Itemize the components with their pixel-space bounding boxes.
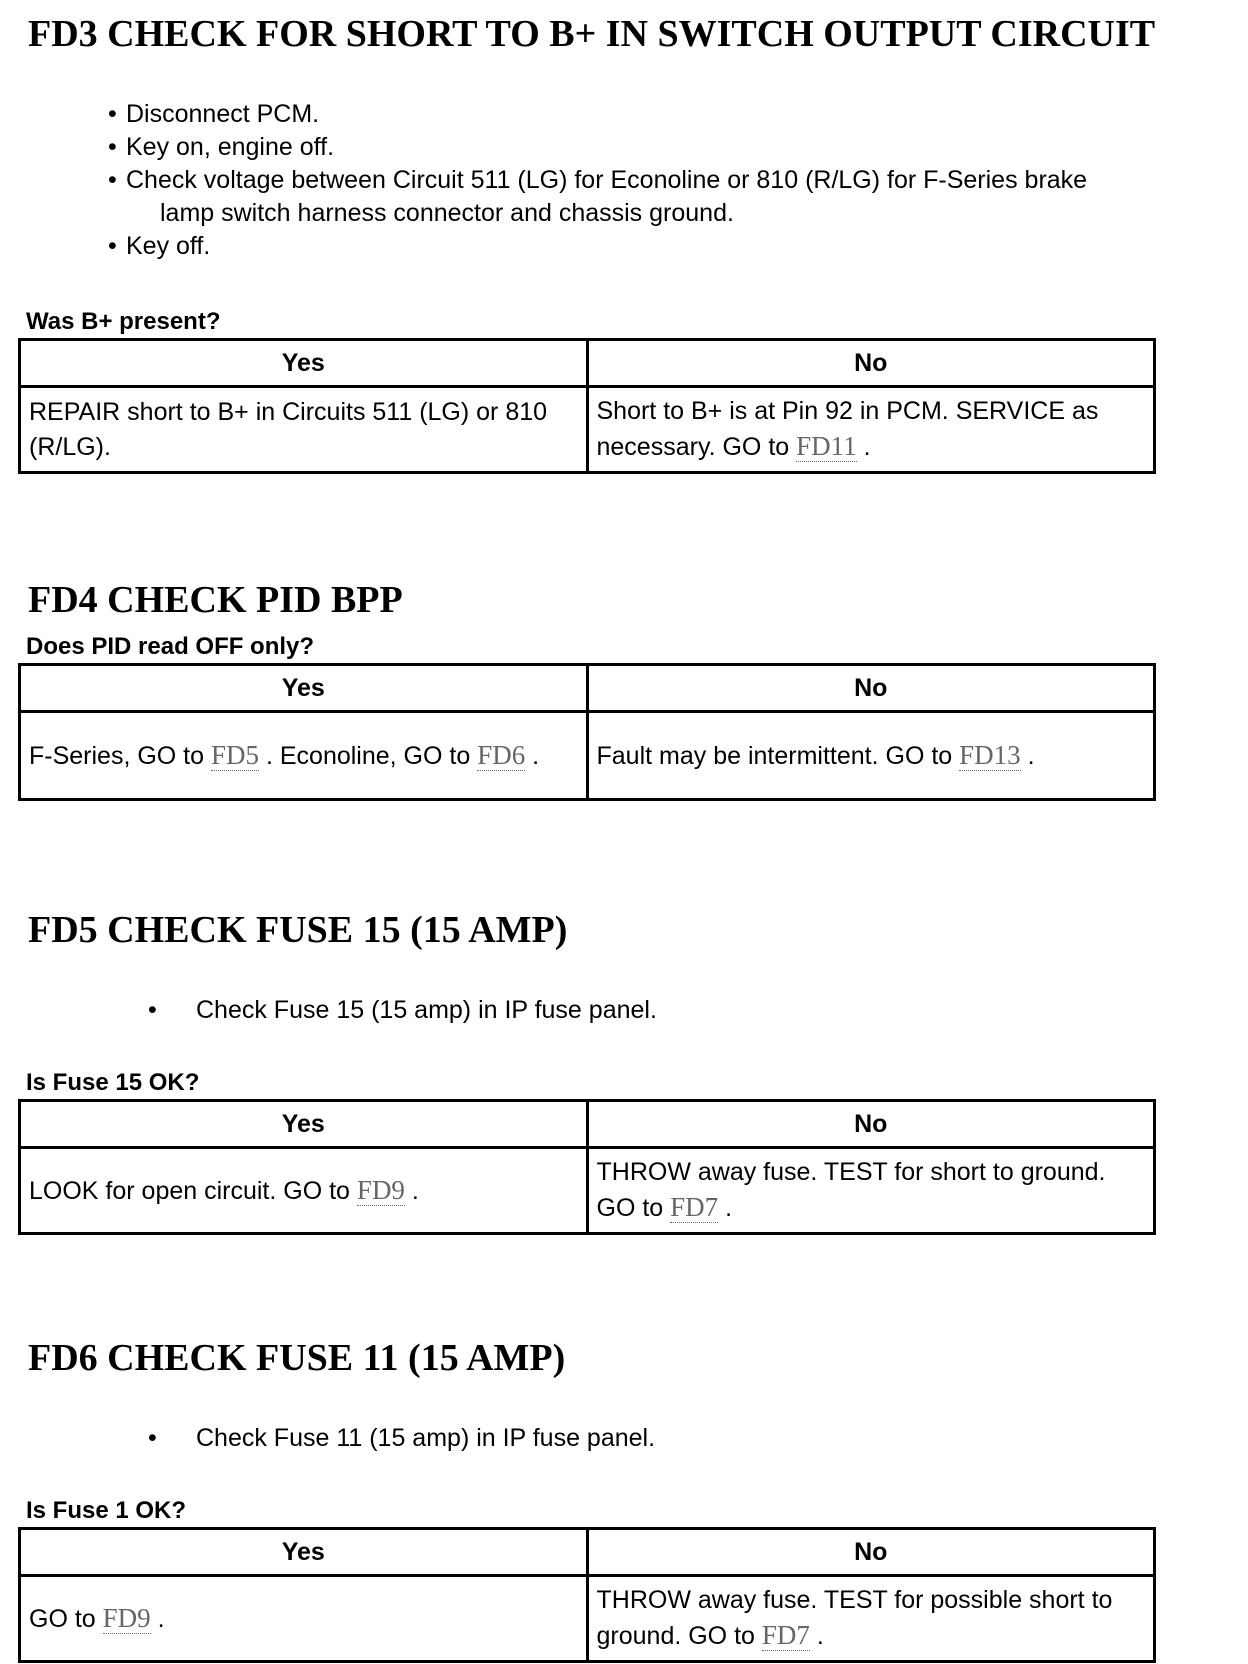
fd5-answer-table (18, 1099, 1156, 1235)
table-row (20, 1148, 1155, 1234)
yes-header: Yes (20, 665, 588, 712)
fd7-link[interactable]: FD7 (761, 1620, 810, 1650)
yes-header: Yes (20, 1101, 588, 1148)
fd6-step-list (148, 1422, 655, 1455)
no-header: No (587, 340, 1155, 387)
bullet-icon: • (108, 133, 117, 161)
no-cell: Fault may be intermittent. GO to FD13 . (587, 712, 1155, 800)
list-item: • Key on, engine off. (108, 131, 1087, 164)
list-item: • Check Fuse 11 (15 amp) in IP fuse panel. (148, 1422, 655, 1455)
table-header-row (20, 340, 1155, 387)
list-item-continuation: lamp switch harness connector and chassis ground. (160, 199, 734, 227)
fd4-question: Does PID read OFF only? (26, 633, 315, 660)
fd11-link[interactable]: FD11 (796, 431, 857, 461)
bullet-icon: • (108, 100, 117, 128)
yes-header: Yes (20, 340, 588, 387)
yes-header: Yes (20, 1529, 588, 1576)
fd5-step-list (148, 994, 657, 1027)
list-item: • Check Fuse 15 (15 amp) in IP fuse panel. (148, 994, 657, 1027)
yes-cell: LOOK for open circuit. GO to FD9 . (20, 1148, 588, 1234)
fd6-answer-table (18, 1527, 1156, 1663)
fd3-question: Was B+ present? (26, 308, 221, 335)
fd4-heading: FD4 CHECK PID BPP (28, 579, 403, 621)
fd9-link[interactable]: FD9 (102, 1602, 151, 1633)
fd7-link[interactable]: FD7 (670, 1192, 719, 1222)
fd9-link[interactable]: FD9 (356, 1174, 405, 1205)
no-header: No (587, 1101, 1155, 1148)
fd5-heading: FD5 CHECK FUSE 15 (15 AMP) (28, 909, 568, 951)
list-item: • Key off. (108, 230, 1087, 263)
no-header: No (587, 665, 1155, 712)
list-item: • Check voltage between Circuit 511 (LG) for Econoline or 810 (R/LG) for F-Series brake (108, 164, 1087, 197)
no-cell: THROW away fuse. TEST for short to ground. GO to FD7 . (587, 1148, 1155, 1234)
yes-cell: F-Series, GO to FD5 . Econoline, GO to FD6 . (20, 712, 588, 800)
fd4-answer-table (18, 663, 1156, 801)
fd5-question: Is Fuse 15 OK? (26, 1069, 200, 1096)
fd6-question: Is Fuse 1 OK? (26, 1497, 187, 1524)
table-row (20, 712, 1155, 800)
table-header-row (20, 1529, 1155, 1576)
table-row (20, 387, 1155, 473)
bullet-icon: • (148, 1424, 157, 1452)
yes-cell: REPAIR short to B+ in Circuits 511 (LG) or 810 (R/LG). (20, 387, 588, 473)
bullet-icon: • (108, 166, 117, 194)
fd13-link[interactable]: FD13 (959, 739, 1021, 770)
bullet-icon: • (108, 232, 117, 260)
table-header-row (20, 1101, 1155, 1148)
fd5-link[interactable]: FD5 (211, 739, 260, 770)
fd3-step-list (108, 98, 1087, 263)
table-header-row (20, 665, 1155, 712)
bullet-icon: • (148, 996, 157, 1024)
no-header: No (587, 1529, 1155, 1576)
fd6-link[interactable]: FD6 (477, 739, 526, 770)
yes-cell: GO to FD9 . (20, 1576, 588, 1662)
fd3-heading: FD3 CHECK FOR SHORT TO B+ IN SWITCH OUTPUT CIRCUIT (28, 13, 1156, 55)
fd3-answer-table (18, 338, 1156, 474)
list-item: • Disconnect PCM. (108, 98, 1087, 131)
no-cell: THROW away fuse. TEST for possible short to ground. GO to FD7 . (587, 1576, 1155, 1662)
table-row (20, 1576, 1155, 1662)
fd6-heading: FD6 CHECK FUSE 11 (15 AMP) (28, 1337, 566, 1379)
no-cell: Short to B+ is at Pin 92 in PCM. SERVICE as necessary. GO to FD11 . (587, 387, 1155, 473)
